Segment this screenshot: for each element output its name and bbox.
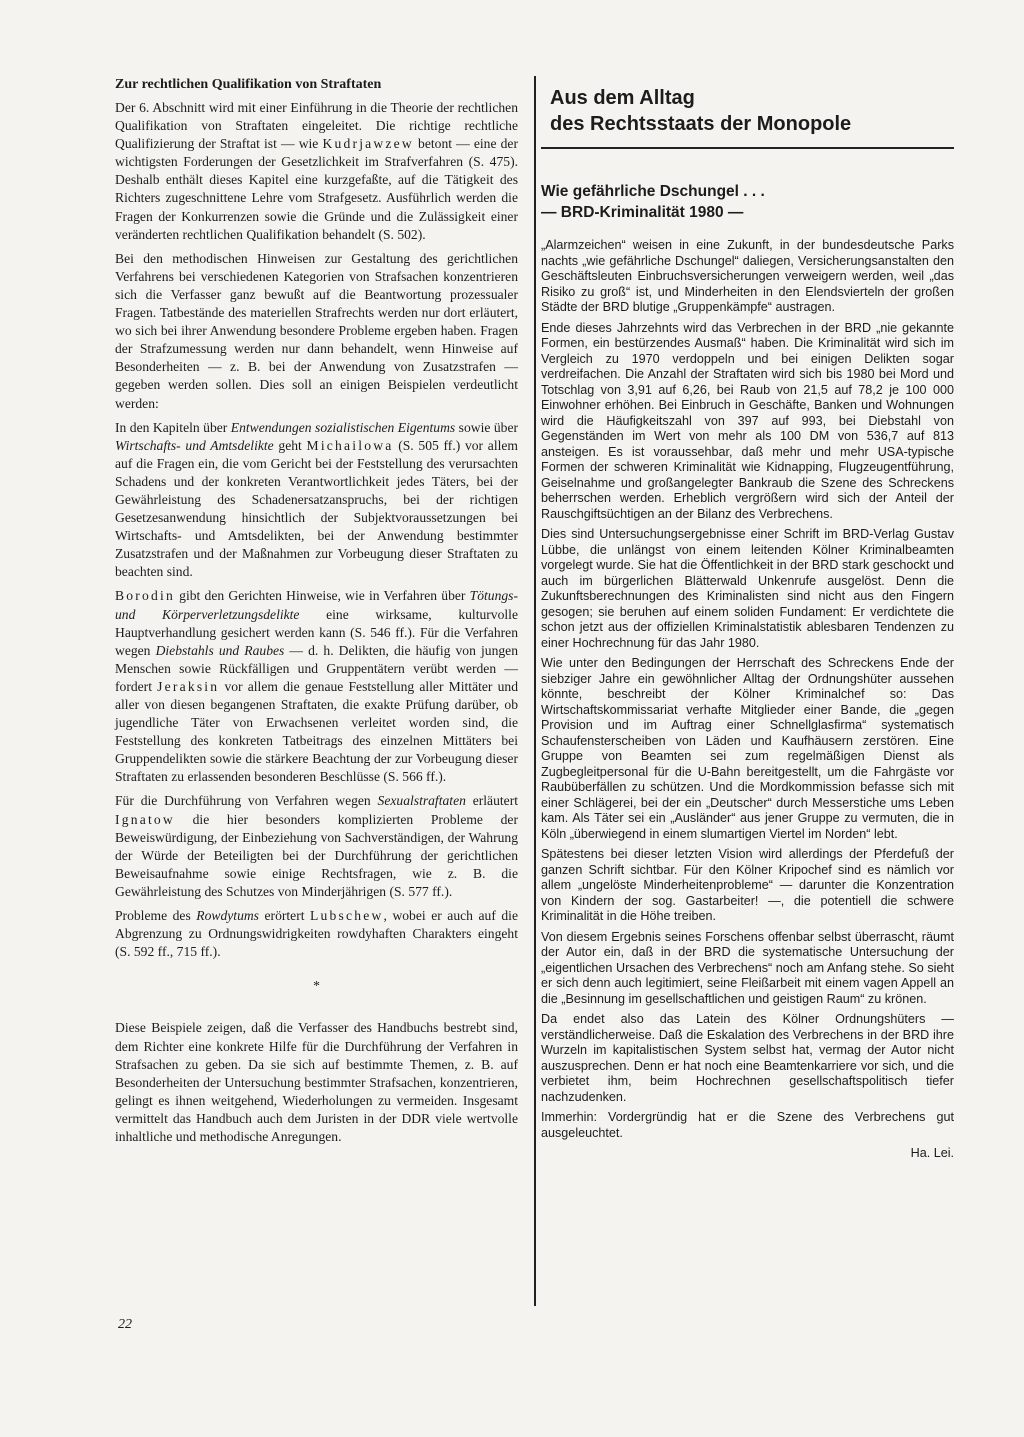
article-title-line-1: Wie gefährliche Dschungel . . . [541, 183, 765, 200]
author-name: Michailowa [306, 437, 394, 453]
author-name: Borodin [115, 588, 175, 604]
italic-term: Diebstahls und Raubes [155, 642, 285, 658]
italic-term: Tötungs- und Körperverletzungsdelikte [115, 588, 518, 622]
article-paragraph: Von diesem Ergebnis seines Forschens offenbar selbst überrascht, räumt der Autor ein, daß in der BRD die systematische Untersuchung der „eigentlichen Ursachen des Verbrechens“ noch am Anfang stehe. So sieht er sich denn auch legitimiert, seine Fleißarbeit mit einem vagen Appell an die „Besinnung im gesellschaftlichen und geistigen Raum“ zu krönen. [541, 929, 954, 1006]
italic-term: Rowdytums [196, 908, 259, 924]
italic-term: Sexualstraftaten [377, 793, 466, 809]
section-title-line-2: des Rechtsstaats der Monopole [550, 112, 852, 135]
author-name: Jeraksin [157, 678, 220, 694]
page-number: 22 [118, 1317, 132, 1332]
text-run: gibt den Gerichten Hinweise, wie in Verfahren über [174, 588, 470, 604]
text-run: erörtert [258, 908, 311, 924]
section-title-line-1: Aus dem Alltag [550, 87, 695, 109]
text-run: Probleme des [115, 908, 197, 924]
article-paragraph: Ende dieses Jahrzehnts wird das Verbrechen in der BRD „nie gekannte Formen, ein bestürzendes Ausmaß“ haben. Die Kriminalität wird sich im Vergleich zu 1970 verdoppeln und bei einigen Delikten sogar verdreifachen. Die Anzahl der Straftaten wird sich bis 1980 bei Mord und Totschlag von 3,91 auf 6,26, bei Raub von 21,5 auf 78,2 je 100 000 Einwohner erhöhen. Bei Einbruch in Geschäfte, Banken und Wohnungen wird die Häufigkeitszahl von 397 auf 993, bei Diebstahl von Gegenständen im Wert von mehr als 100 DM von 536,7 auf 813 ansteigen. Es ist voraussehbar, daß mehr und mehr USA-typische Formen der schweren Kriminalität wie Kidnapping, Flugzeugentführung, Geiselnahme und großangelegter Bankraub die Szene des Schreckens beherrschen werden. Erheblich vergrößern wird sich der Anteil der Rauschgiftsüchtigen an der Bilanz des Verbrechens. [541, 320, 954, 521]
left-paragraph [115, 419, 518, 582]
author-name: Kudrjawzew [322, 136, 414, 152]
text-run: geht [273, 437, 307, 453]
article-paragraph: Immerhin: Vordergründig hat er die Szene des Verbrechens gut ausgeleuchtet. [541, 1110, 954, 1140]
section-header [541, 76, 954, 149]
text-run: erläutert [465, 793, 518, 809]
text-run: betont — eine der wichtigsten Forderungen der Gesetzlichkeit im Strafverfahren (S. 475). Deshalb enthält dieses Kapitel eine kurzgefaßte, auf die Tätigkeit des Richters zugeschnittene Lehre vom Strafgesetz. Ausführlich werden die Fragen der Konkurrenzen sowie die Gründe und die Zulässigkeit einer veränderten rechtlichen Qualifikation behandelt (S. 502). [115, 136, 518, 242]
article-paragraph: Spätestens bei dieser letzten Vision wird allerdings der Pferdefuß der ganzen Schrift sichtbar. Für den Kölner Kripochef sind es nämlich vor allem „ungelöste Minderheitenprobleme“ — darunter die Konzentration von Kindern der sog. Gastarbeiter! —, die potentiell die schwere Kriminalität in die Höhe treiben. [541, 847, 954, 923]
italic-term: Wirtschafts- und Amtsdelikte [115, 437, 274, 453]
right-column [541, 76, 954, 1162]
text-run: die hier besonders komplizierten Probleme der Beweiswürdigung, der Einbeziehung von Sachverständigen, der Wahrung der Würde der Beteiligten bei der Durchführung der gerichtlichen Beweisaufnahme sowie einige Rechtsfragen, wie z. B. die Gewährleistung des Schutzes von Minderjährigen (S. 577 ff.). [115, 811, 518, 899]
article-paragraph: Da endet also das Latein des Kölner Ordnungshüters — verständlicherweise. Daß die Eskalation des Verbrechens in der BRD ihre Wurzeln im kapitalistischen System selbst hat, vermag der Autor nicht auszusprechen. Denn er hat noch eine Beamtenkarriere vor sich, und die verbietet ihm, beim Hochrechnen gesellschaftspolitisch tiefer nachzudenken. [541, 1012, 954, 1104]
article-paragraph: Dies sind Untersuchungsergebnisse einer Schrift im BRD-Verlag Gustav Lübbe, die unlängst von einem leitenden Kölner Kriminalbeamten vorgelegt wurde. Sie hat die Öffentlichkeit in der BRD stark geschockt und auch im bürgerlichen Blätterwald Unkenrufe ausgelöst. Denn die Zukunftsberechnungen des Kriminalisten sind nicht aus den Fingern gesogen; sie beruhen auf einem soliden Fundament: Er verdichtete die schon jetzt aus der offiziellen Kriminalstatistik ablesbaren Tendenzen zu einer Hochrechnung für das Jahr 1980. [541, 527, 954, 650]
author-signature: Ha. Lei. [910, 1146, 954, 1160]
left-heading: Zur rechtlichen Qualifikation von Straftaten [115, 77, 382, 92]
text-run: In den Kapiteln über [115, 419, 231, 435]
article-title-line-2: — BRD-Kriminalität 1980 — [541, 204, 744, 221]
author-name: Lubschew [310, 908, 384, 924]
left-paragraph [115, 250, 518, 413]
left-paragraph [115, 587, 518, 786]
section-title [550, 86, 954, 137]
left-paragraph [115, 907, 518, 961]
section-separator-star: * [313, 978, 320, 994]
text-run: Bei den methodischen Hinweisen zur Gestaltung des gerichtlichen Verfahrens bei verschiedenen Kategorien von Strafsachen konzentrieren sich die Verfasser ganz bewußt auf die Beantwortung prozessualer Fragen. Tatbestände des materiellen Strafrechts werden nur dort erläutert, wo sich bei ihrer Anwendung besondere Probleme ergeben haben. Fragen der Strafzumessung werden nur dann behandelt, wenn Hinweise auf Besonderheiten — z. B. bei der Anwendung von Zusatzstrafen — gegeben werden sollen. Dies soll an einigen Beispielen verdeutlicht werden: [115, 250, 518, 411]
text-run: eine wirksame, kulturvolle Hauptverhandlung gesichert werden kann (S. 546 ff.). Für die Verfahren wegen [115, 606, 518, 658]
article-title [541, 181, 954, 223]
text-run: sowie über [455, 419, 519, 435]
article-paragraph: Wie unter den Bedingungen der Herrschaft des Schreckens Ende der siebziger Jahre ein gewöhnlicher Alltag der Ordnungshüter aussehen könnte, beschreibt der Kölner Kriminalchef so: Das Wirtschaftskommissariat verhafte Mitglieder einer Bande, die „gegen Provision und im Auftrag einer Schnellglasfirma“ systematisch Schaufensterscheiben von Läden und Kaufhäusern zerstören. Eine Gruppe von Beamten sei zum regelmäßigen Dienst als Zugbegleitpersonal für die U-Bahn bereitgestellt, um die Fahrgäste vor Raubüberfällen zu schützen. Und die Mordkommission befasse sich mit einer Schlägerei, bei der ein „Deutscher“ durch Messerstiche ums Leben kam. Als Täter sei ein „Ausländer“ aus jener Gruppe zu vermuten, die in Köln „überwiegend in einem slumartigen Viertel im Norden“ lebt. [541, 656, 954, 841]
left-column [115, 76, 518, 1152]
text-run: (S. 505 ff.) vor allem auf die Fragen ein, die vom Gericht bei der Feststellung des verursachten Schadens und der konkreten Verantwortlichkeit jedes Täters, bei der Gewährleistung des Schadenersatzanspruchs, bei der richtigen Gesetzesanwendung hinsichtlich der Subjektvoraussetzungen bei Wirtschafts- und Amtsdelikten, bei der Anwendung bestimmter Zusatzstrafen und der Maßnahmen zur Vorbeugung dieser Straftaten zu beachten sind. [115, 437, 518, 580]
left-paragraph [115, 99, 518, 244]
text-run: Der 6. Abschnitt wird mit einer Einführung in die Theorie der rechtlichen Qualifikation von Straftaten eingeleitet. Die richtige rechtliche Qualifizierung der Straftat ist — wie [115, 100, 518, 152]
text-run: , wobei er auch auf die Abgrenzung zu Ordnungswidrigkeiten rowdyhaften Charakters eingeht (S. 592 ff., 715 ff.). [115, 908, 518, 960]
italic-term: Entwendungen sozialistischen Eigentums [230, 419, 456, 435]
left-paragraph [115, 792, 518, 901]
text-run: Für die Durchführung von Verfahren wegen [115, 793, 378, 809]
text-run: — d. h. Delikten, die häufig von jungen Menschen sowie Rückfälligen und Gruppentätern verübt werden — fordert [115, 642, 518, 694]
text-run: Diese Beispiele zeigen, daß die Verfasser des Handbuchs bestrebt sind, dem Richter eine konkrete Hilfe für die Durchführung der Verfahren in Strafsachen zu geben. Da sie sich auf bestimmte Themen, z. B. auf Besonderheiten der Untersuchung bestimmter Strafsachen, konzentrieren, gelingt es ihnen weitgehend, Wiederholungen zu vermeiden. Insgesamt vermittelt das Handbuch auch dem Juristen in der DDR viele wertvolle inhaltliche und methodische Anregungen. [115, 1020, 518, 1144]
column-divider [534, 76, 536, 1306]
author-name: Ignatow [115, 811, 175, 827]
article-paragraph: „Alarmzeichen“ weisen in eine Zukunft, in der bundesdeutsche Parks nachts „wie gefährliche Dschungel“ daliegen, Versicherungsanstalten den Geschäftsleuten Einbruchsversicherungen verweigern werden, weil „das Risiko zu groß“ ist, und Minderheiten in den Elendsvierteln der großen Städte der BRD blutige „Gruppenkämpfe“ austragen. [541, 238, 954, 314]
left-paragraph [115, 1019, 518, 1146]
text-run: vor allem die genaue Feststellung aller Mittäter und aller von diesen begangenen Straftaten, die exakte Prüfung darüber, ob jugendliche Täter von Erwachsenen verleitet worden sind, die Feststellung des konkreten Tatbeitrags des einzelnen Mittäters bei Gruppendelikten sowie die stärkere Beachtung der zur Vorbeugung dieser Straftaten zu erlassenden besonderen Beschlüsse (S. 566 ff.). [115, 678, 518, 785]
